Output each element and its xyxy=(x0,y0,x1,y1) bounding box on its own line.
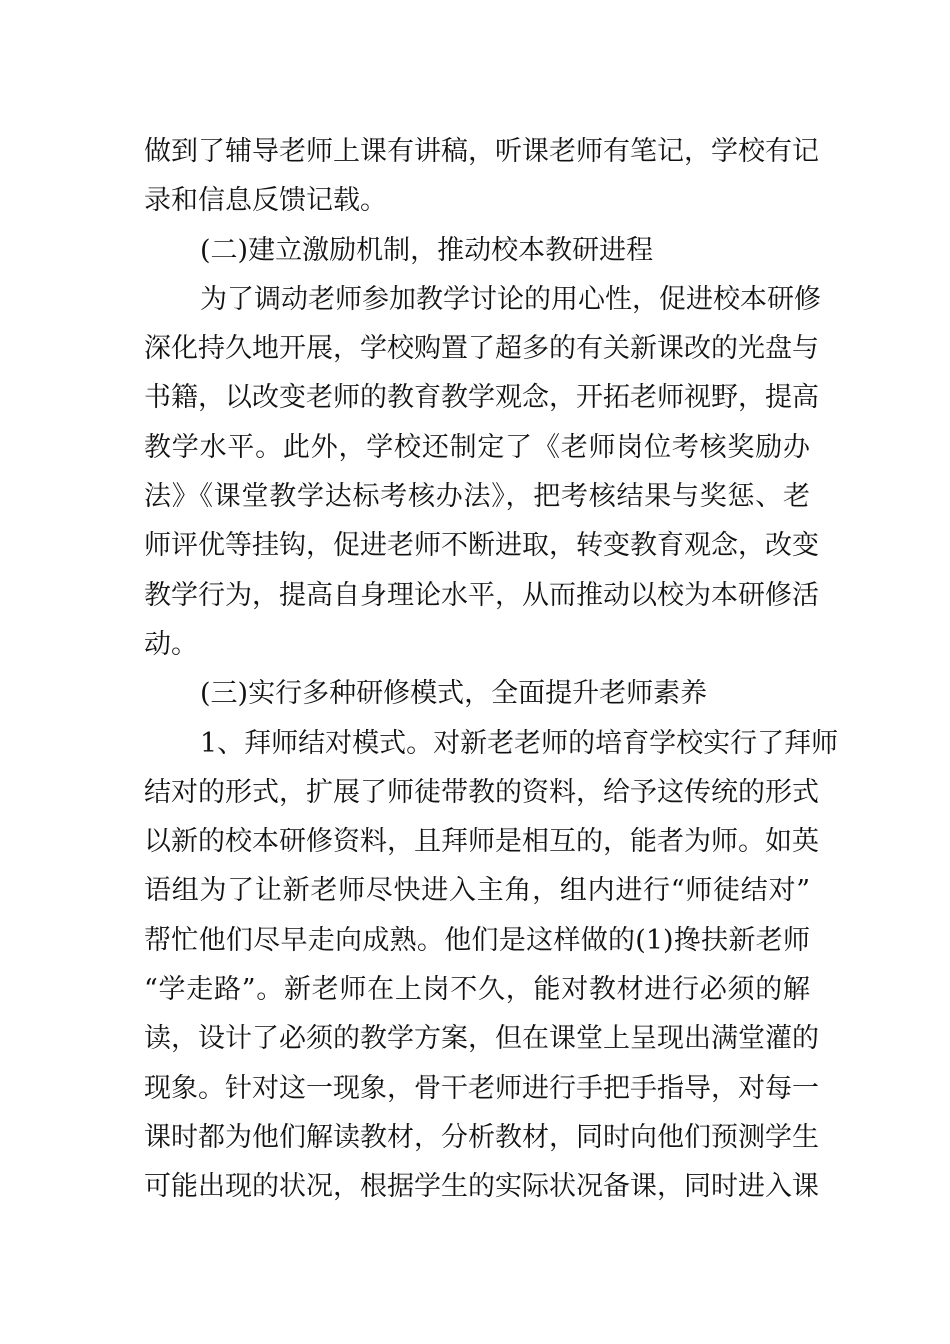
text-line: 可能出现的状况，根据学生的实际状况备课，同时进入课 xyxy=(144,1171,819,1203)
text-line: 深化持久地开展，学校购置了超多的有关新课改的光盘与 xyxy=(144,333,819,365)
document-body xyxy=(144,127,839,1212)
text-line: 帮忙他们尽早走向成熟。他们是这样做的(1)搀扶新老师 xyxy=(144,924,810,956)
text-line: 做到了辅导老师上课有讲稿，听课老师有笔记，学校有记 xyxy=(144,136,819,167)
text-line: 以新的校本研修资料，且拜师是相互的，能者为师。如英 xyxy=(144,826,819,858)
text-line: 教学水平。此外，学校还制定了《老师岗位考核奖励办 xyxy=(144,431,810,463)
text-line: 课时都为他们解读教材，分析教材，同时向他们预测学生 xyxy=(144,1121,819,1153)
text-line: 语组为了让新老师尽快进入主角，组内进行“师徒结对” xyxy=(144,875,810,907)
text-line: 师评优等挂钩，促进老师不断进取，转变教育观念，改变 xyxy=(144,530,819,562)
text-line: 为了调动老师参加教学讨论的用心性，促进校本研修 xyxy=(200,283,821,315)
text-line: 录和信息反馈记载。 xyxy=(144,185,387,217)
text-line: 1、拜师结对模式。对新老老师的培育学校实行了拜师 xyxy=(200,727,839,759)
text-line: 法》《课堂教学达标考核办法》，把考核结果与奖惩、老 xyxy=(144,481,810,513)
text-line: 书籍，以改变老师的教育教学观念，开拓老师视野，提高 xyxy=(144,382,819,414)
text-line: 教学行为，提高自身理论水平，从而推动以校为本研修活 xyxy=(144,579,819,611)
text-line: 现象。针对这一现象，骨干老师进行手把手指导，对每一 xyxy=(144,1072,819,1104)
text-line: 读，设计了必须的教学方案，但在课堂上呈现出满堂灌的 xyxy=(144,1023,819,1055)
text-line: 动。 xyxy=(144,628,198,660)
section-heading: (三)实行多种研修模式，全面提升老师素养 xyxy=(200,678,708,710)
section-heading: (二)建立激励机制，推动校本教研进程 xyxy=(200,234,654,266)
text-line: “学走路”。新老师在上岗不久，能对教材进行必须的解 xyxy=(144,974,810,1006)
text-line: 结对的形式，扩展了师徒带教的资料，给予这传统的形式 xyxy=(144,776,819,808)
